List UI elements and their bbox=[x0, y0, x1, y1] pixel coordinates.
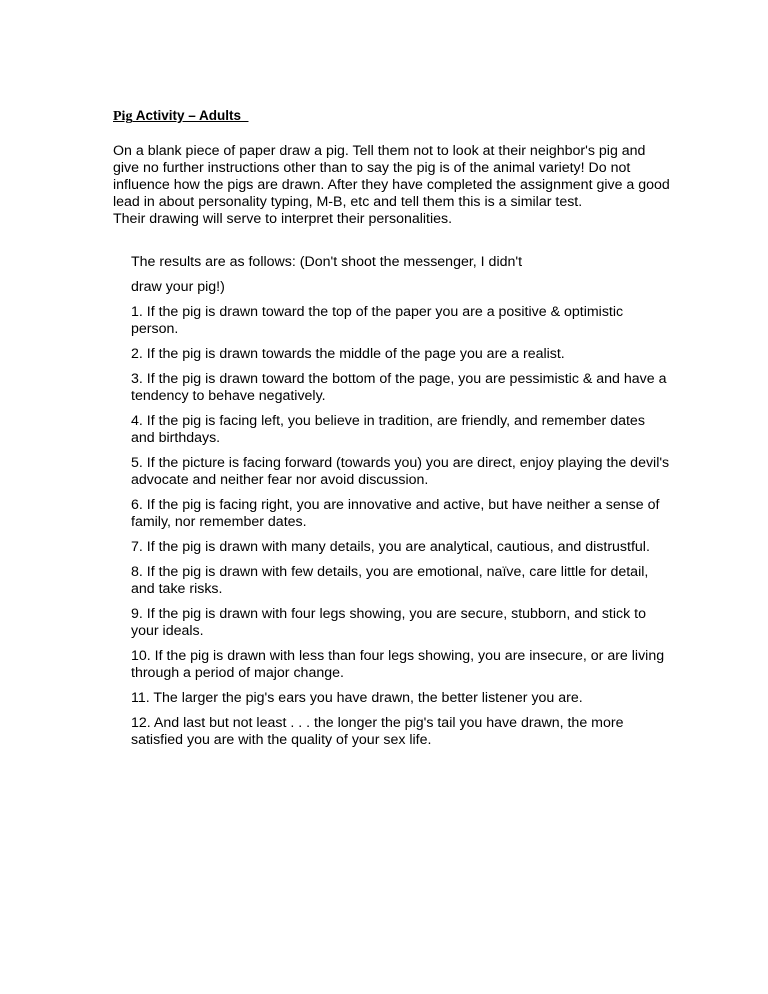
result-item: 8. If the pig is drawn with few details, you are emotional, naïve, care little for detail, and take risks. bbox=[131, 564, 649, 597]
intro-paragraph: On a blank piece of paper draw a pig. Tell them not to look at their neighbor's pig and give no further instructions other than to say the pig is of the animal variety! Do not influence how the pigs are drawn. After they have completed the assignment give a good lead in about personality typing, M-B, etc and tell them this is a similar test. bbox=[113, 143, 670, 210]
results-intro-line: draw your pig!) bbox=[131, 279, 225, 295]
result-item: 9. If the pig is drawn with four legs showing, you are secure, stubborn, and stick to your ideals. bbox=[131, 606, 646, 639]
result-item: 3. If the pig is drawn toward the bottom of the page, you are pessimistic & and have a tendency to behave negatively. bbox=[131, 371, 667, 404]
result-item: 1. If the pig is drawn toward the top of the paper you are a positive & optimistic person. bbox=[131, 304, 624, 337]
intro-section bbox=[113, 143, 673, 228]
results-intro-line: The results are as follows: (Don't shoot the messenger, I didn't bbox=[131, 254, 523, 270]
result-item: 7. If the pig is drawn with many details, you are analytical, cautious, and distrustful. bbox=[131, 539, 650, 555]
results-list bbox=[131, 254, 671, 757]
document-title bbox=[113, 108, 248, 125]
result-item: 2. If the pig is drawn towards the middle of the page you are a realist. bbox=[131, 346, 565, 362]
title-rest: Activity – Adults bbox=[132, 108, 249, 123]
result-item: 6. If the pig is facing right, you are innovative and active, but have neither a sense of family, nor remember dates. bbox=[131, 497, 660, 530]
title-word-pig: Pig bbox=[113, 109, 133, 124]
intro-paragraph: Their drawing will serve to interpret their personalities. bbox=[113, 211, 453, 227]
result-item: 5. If the picture is facing forward (towards you) you are direct, enjoy playing the devil's advocate and neither fear nor avoid discussion. bbox=[131, 455, 670, 488]
result-item: 10. If the pig is drawn with less than four legs showing, you are insecure, or are living through a period of major change. bbox=[131, 648, 665, 681]
result-item: 4. If the pig is facing left, you believe in tradition, are friendly, and remember dates and birthdays. bbox=[131, 413, 645, 446]
result-item: 12. And last but not least . . . the longer the pig's tail you have drawn, the more satisfied you are with the quality of your sex life. bbox=[131, 715, 624, 748]
result-item: 11. The larger the pig's ears you have drawn, the better listener you are. bbox=[131, 690, 583, 706]
